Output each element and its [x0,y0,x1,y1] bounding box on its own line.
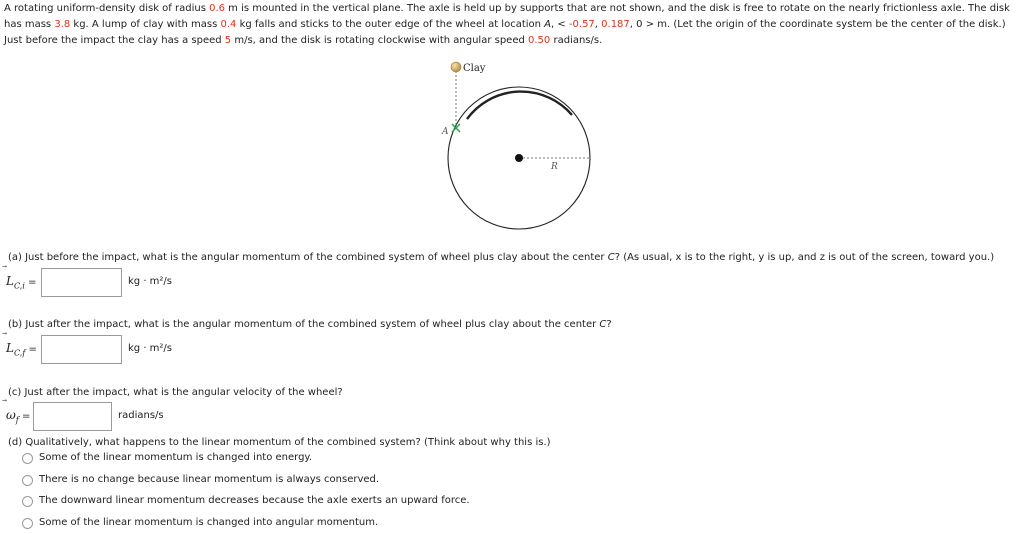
lci-symbol: $L_{C,i}$ = [6,274,37,291]
mass-value: 3.8 [54,19,71,30]
omega-f-symbol: $\omega_f$ = [6,408,31,425]
clay-mass-value: 0.4 [220,19,237,30]
clay-label: Clay [463,63,486,74]
clockwise-arc [467,92,572,119]
radio-button[interactable] [22,518,33,529]
question-b-text: (b) Just after the impact, what is the angular momentum of the combined system of wheel plus clay about the center C? [8,319,612,330]
unit-c: radians/s [118,410,164,421]
question-c-text: (c) Just after the impact, what is the angular velocity of the wheel? [8,387,343,398]
ay-value: 0.187 [601,19,630,30]
clay-lump [451,62,461,72]
unit-a: kg · m²/s [128,276,173,287]
speed-value: 5 [224,35,232,46]
unit-b: kg · m²/s [128,343,173,354]
radius-value: 0.6 [209,3,225,14]
radio-button[interactable] [22,496,33,507]
ax-value: -0.57 [568,19,595,30]
lcf-symbol: $L_{C,f}$ = [6,341,37,358]
point-a-label: A [442,127,449,137]
radius-label: R [551,162,558,172]
disk-center [515,154,523,162]
radio-button[interactable] [22,475,33,486]
answer-b-input[interactable] [41,335,122,364]
radio-button[interactable] [22,453,33,464]
question-d-text: (d) Qualitatively, what happens to the linear momentum of the combined system? (Think about why this is.) [8,437,551,448]
problem-statement: A rotating uniform-density disk of radius 0.6 m is mounted in the vertical plane. The axle is held up by supports that are not shown, and the disk is free to rotate on the nearly frictionless axle. The disk has mass 3.8 kg. A lump of clay with mass 0.4 kg falls and sticks to the outer edge of the wheel at location A, < -0.57, 0.187, 0 > m. (Let the origin of the coordinate system be the center of the disk.) Just before the impact the clay has a speed 5 m/s, and the disk is rotating clockwise with angular speed 0.50 radians/s. [4,3,1010,46]
answer-c-input[interactable] [33,402,112,431]
question-a-text: (a) Just before the impact, what is the angular momentum of the combined system of wheel plus clay about the center C? (As usual, x is to the right, y is up, and z is out of the screen, toward you.) [8,252,995,263]
disk-figure [430,55,610,260]
answer-a-input[interactable] [41,268,122,297]
omega-value: 0.50 [528,35,551,46]
